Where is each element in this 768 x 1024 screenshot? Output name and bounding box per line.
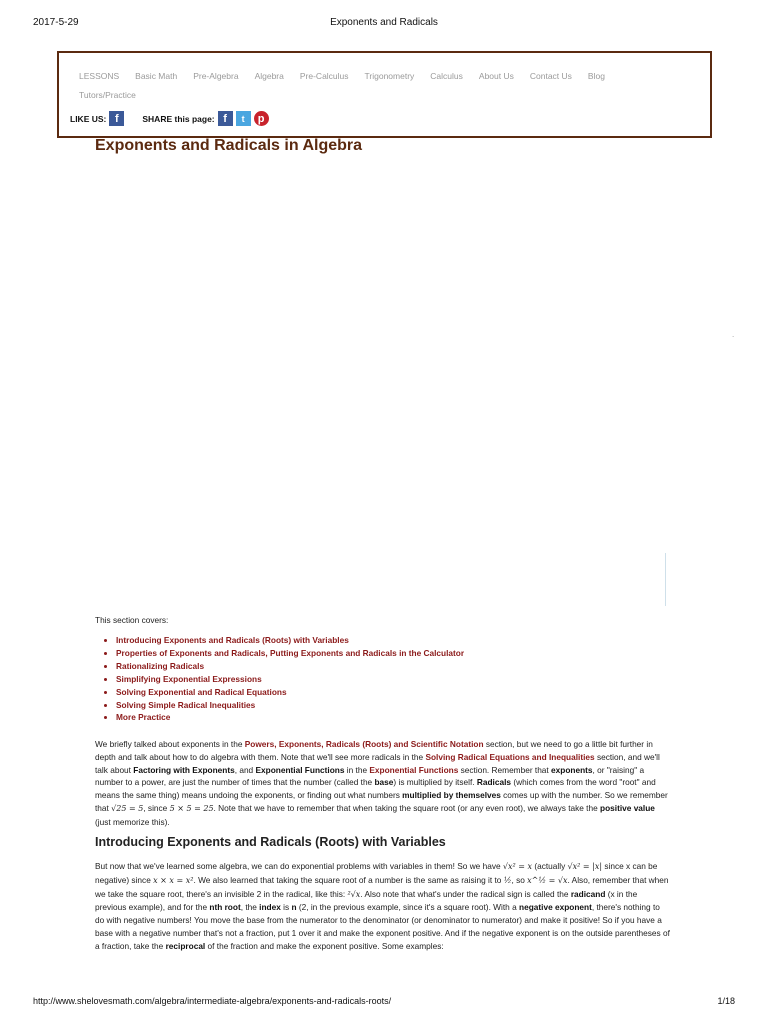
nav-item-lessons[interactable]: LESSONS xyxy=(79,71,120,81)
intro-paragraph: We briefly talked about exponents in the Powers, Exponents, Radicals (Roots) and Scientific Notation section, but we need to go a little bit further in depth and talk about how to do algebra with them. Note that we'll see more radicals in the Solving Radical Equations and Inequalities section, and we'll talk about Factoring with Exponents, and Exponential Functions in the Exponential Functions section. Remember that exponents, or "raising" a number to a power, are just the number of times that the number (called the base) is multiplied by itself. Radicals (which comes from the word "root" and means the same thing) means undoing the exponents, or finding out what numbers multiplied by themselves comes up with the number. So we remember that √25 = 5, since 5 × 5 = 25. Note that we have to remember that when taking the square root (or any even root), we always take the positive value (just memorize this). xyxy=(95,739,668,827)
facebook-like-icon[interactable]: f xyxy=(109,111,124,126)
nav-item-trigonometry[interactable]: Trigonometry xyxy=(364,71,415,81)
toc-item[interactable]: • Simplifying Exponential Expressions xyxy=(116,673,691,686)
nav-item-calculus[interactable]: Calculus xyxy=(430,71,463,81)
math-expression: x^½ = √x xyxy=(527,875,568,885)
math-expression: √x² = |x| xyxy=(567,862,603,871)
page-url: http://www.shelovesmath.com/algebra/intermediate-algebra/exponents-and-radicals-roots/ xyxy=(33,996,392,1006)
page-title: Exponents and Radicals in Algebra xyxy=(95,137,363,154)
pinterest-share-icon[interactable]: p xyxy=(254,111,269,126)
site-nav-box xyxy=(57,51,712,138)
nav-links xyxy=(79,67,679,105)
toc-item[interactable]: • Properties of Exponents and Radicals, Putting Exponents and Radicals in the Calculator xyxy=(116,647,691,660)
math-expression: x × x = x² xyxy=(153,875,194,885)
nav-item-about-us[interactable]: About Us xyxy=(478,71,514,81)
math-expression: √x² = x xyxy=(502,862,533,871)
math-expression: ²√x xyxy=(347,889,361,899)
print-title: Exponents and Radicals xyxy=(330,17,438,28)
page-number: 1/18 xyxy=(717,996,735,1006)
social-row xyxy=(70,111,269,126)
nav-item-contact-us[interactable]: Contact Us xyxy=(529,71,572,81)
math-expression: √25 = 5 xyxy=(111,803,144,813)
section-heading: Introducing Exponents and Radicals (Roots) with Variables xyxy=(95,835,446,849)
section-toc xyxy=(95,634,691,724)
radical-equations-link[interactable]: Solving Radical Equations and Inequalities xyxy=(425,751,595,762)
toc-item[interactable]: • More Practice xyxy=(116,711,691,724)
toc-item[interactable]: • Solving Exponential and Radical Equations xyxy=(116,686,691,699)
side-mark: . xyxy=(732,330,735,339)
exponential-functions-link[interactable]: Exponential Functions xyxy=(369,764,459,775)
covers-label: This section covers: xyxy=(95,615,169,625)
toc-item[interactable]: • Introducing Exponents and Radicals (Roots) with Variables xyxy=(116,634,691,647)
facebook-share-icon[interactable]: f xyxy=(218,111,233,126)
math-expression: ½ xyxy=(503,875,512,885)
nav-item-tutors[interactable]: Tutors/Practice xyxy=(79,90,136,100)
nav-item-pre-algebra[interactable]: Pre-Algebra xyxy=(193,71,239,81)
math-expression: 5 × 5 = 25 xyxy=(169,803,214,813)
nav-item-blog[interactable]: Blog xyxy=(587,71,605,81)
share-label: SHARE this page: xyxy=(142,113,215,124)
ad-divider-line xyxy=(665,553,666,606)
print-date: 2017-5-29 xyxy=(33,17,79,28)
twitter-share-icon[interactable]: t xyxy=(236,111,251,126)
toc-item[interactable]: • Rationalizing Radicals xyxy=(116,660,691,673)
powers-link[interactable]: Powers, Exponents, Radicals (Roots) and Scientific Notation xyxy=(244,739,484,749)
like-us-label: LIKE US: xyxy=(70,113,107,124)
variables-paragraph: But now that we've learned some algebra, we can do exponential problems with variables in them! So we have √x² = x (actually √x² = |x| since x can be negative) since x × x = x². We also learned that taking the square root of a number is the same as raising it to ½, so x^½ = √x. Also, remember that when we take the square root, there's an invisible 2 in the radical, like this: ²√x. Also note that what's under the radical sign is called the radicand (x in the previous example), and for the nth root, the index is n (2, in the previous example, since it's a square root). With a negative exponent, there's nothing to do with negative numbers! You move the base from the numerator to the denominator (or denominator to numerator) and make it positive! So if you have a base with a negative number that's not a fraction, put 1 over it and make the exponent positive. And if the negative exponent is on the outside parentheses of a fraction, take the reciprocal of the fraction and make the exponent positive. Some examples: xyxy=(95,861,670,951)
nav-item-basic-math[interactable]: Basic Math xyxy=(135,71,178,81)
nav-item-pre-calculus[interactable]: Pre-Calculus xyxy=(299,71,349,81)
toc-item[interactable]: • Solving Simple Radical Inequalities xyxy=(116,699,691,712)
nav-item-algebra[interactable]: Algebra xyxy=(254,71,284,81)
